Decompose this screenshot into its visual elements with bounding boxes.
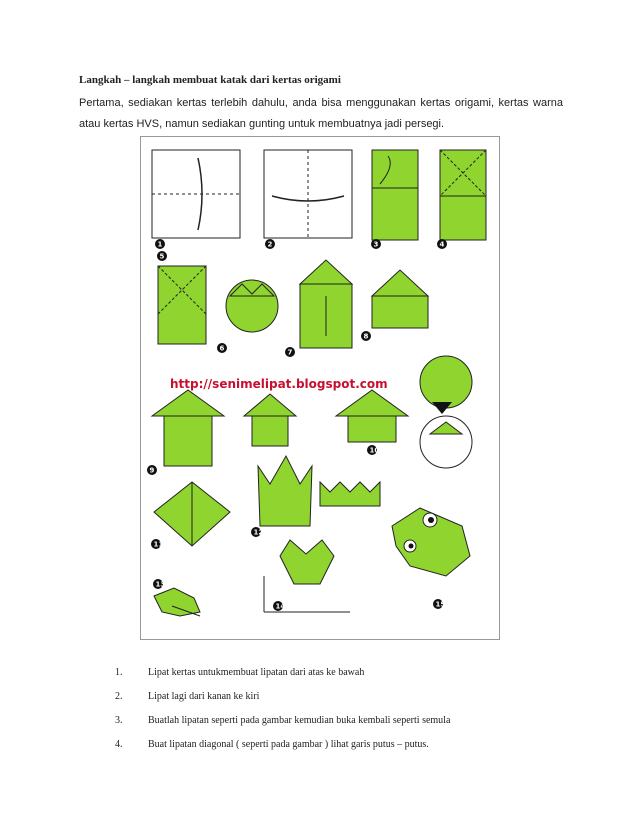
- list-item: [115, 732, 450, 756]
- step-4-diagram: [440, 150, 486, 240]
- step-text: Lipat lagi dari kanan ke kiri: [148, 690, 260, 702]
- step-text: Lipat kertas untukmembuat lipatan dari atas ke bawah: [148, 666, 365, 678]
- step-2-diagram: [264, 150, 352, 238]
- watermark-url: http://senimelipat.blogspot.com: [170, 377, 388, 391]
- origami-diagram: [140, 136, 500, 640]
- step-number: 9: [149, 466, 155, 475]
- step-number: 15: [435, 600, 446, 609]
- step-number: 13: [155, 580, 166, 589]
- step-number: 11: [153, 540, 164, 549]
- step-number: 2: [267, 240, 273, 249]
- step-number: 8: [363, 332, 369, 341]
- step-number: 3: [373, 240, 379, 249]
- list-item: [115, 684, 450, 708]
- step-number: 7: [287, 348, 293, 357]
- step-text: Buatlah lipatan seperti pada gambar kemudian buka kembali seperti semula: [148, 714, 451, 726]
- step-number: 10: [369, 446, 380, 455]
- step-1-diagram: [152, 150, 240, 238]
- step-number: 4: [439, 240, 445, 249]
- step-number: 6: [219, 344, 225, 353]
- list-item: [115, 708, 450, 732]
- step-number: 14: [275, 602, 286, 611]
- intro-paragraph: Pertama, sediakan kertas terlebih dahulu, anda bisa menggunakan kertas origami, kertas warna atau kertas HVS, namun sediakan gunting untuk membuatnya jadi persegi.: [79, 97, 563, 130]
- step-index: 1.: [115, 666, 123, 678]
- step-number: 12: [253, 528, 264, 537]
- step-number: 1: [157, 240, 163, 249]
- step-number: 5: [159, 252, 165, 261]
- step-index: 4.: [115, 738, 123, 750]
- step-3-diagram: [372, 150, 418, 240]
- steps-list: [115, 660, 450, 756]
- step-index: 2.: [115, 690, 123, 702]
- step-text: Buat lipatan diagonal ( seperti pada gambar ) lihat garis putus – putus.: [148, 738, 429, 750]
- list-item: [115, 660, 450, 684]
- step-index: 3.: [115, 714, 123, 726]
- page-heading: Langkah – langkah membuat katak dari kertas origami: [79, 74, 341, 86]
